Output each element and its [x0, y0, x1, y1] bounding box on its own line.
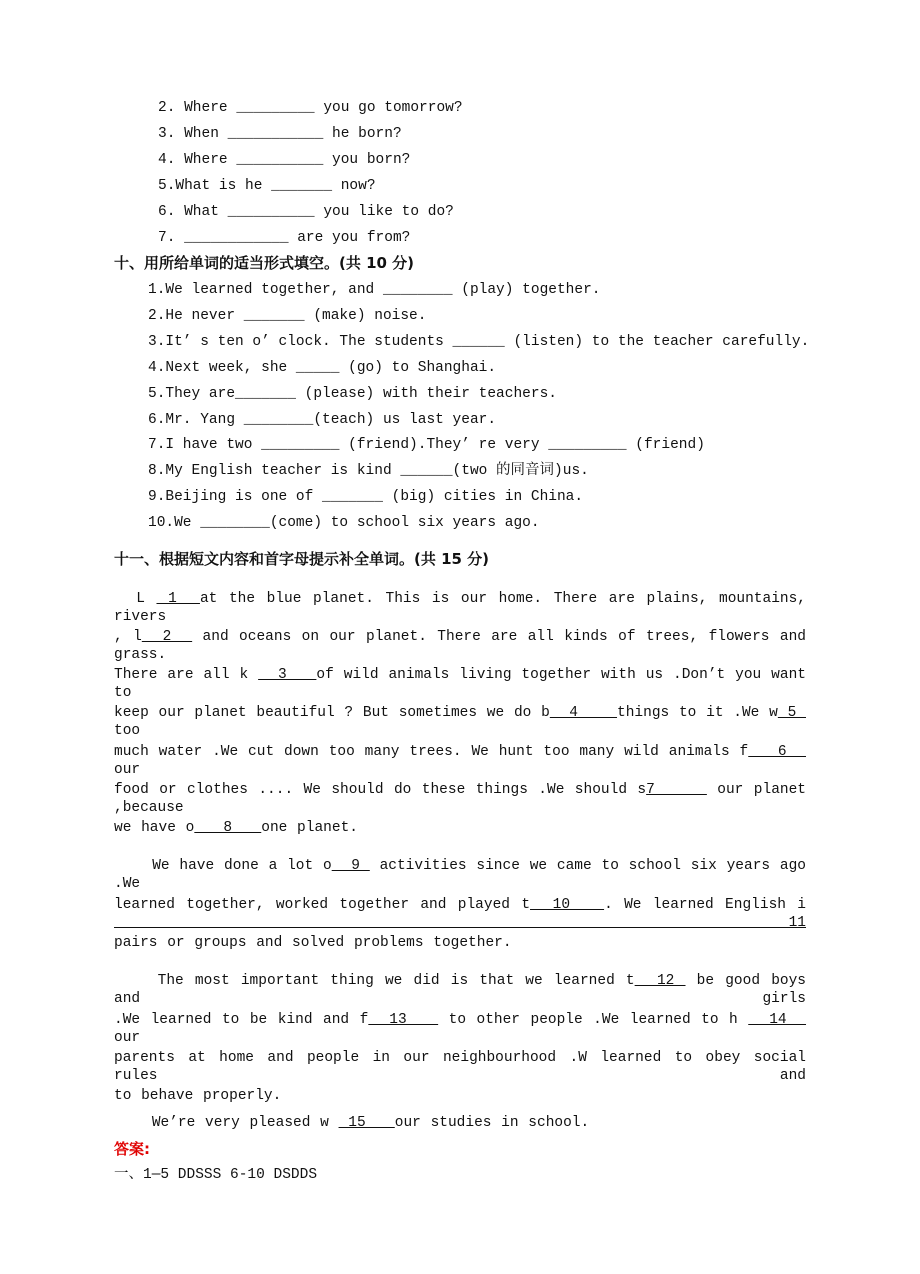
passage-text: much water .We cut down too many trees. We hunt too many wild animals f [114, 744, 749, 760]
answer-blank: 13 [368, 1012, 439, 1028]
passage-line [114, 857, 816, 893]
passage-text: one planet. [261, 820, 358, 836]
question-item: 10.We ________(come) to school six years ago. [148, 515, 540, 532]
passage-line [114, 590, 816, 626]
passage-text: L [114, 591, 157, 607]
passage-line [114, 628, 816, 664]
question-item: 4. Where __________ you born? [158, 152, 411, 168]
section-11-heading: 十一、根据短文内容和首字母提示补全单词。(共 15 分) [114, 550, 490, 568]
passage-text: to behave properly. [114, 1088, 282, 1104]
question-item: 5.What is he _______ now? [158, 178, 376, 194]
question-item: 1.We learned together, and ________ (play) together. [148, 282, 601, 298]
passage-text: too [114, 705, 816, 739]
passage-text: our studies in school. [394, 1115, 590, 1131]
answer-blank: 8 [194, 820, 262, 836]
answer-blank: 10 [530, 897, 605, 913]
passage-text: .We learned to be kind and f [114, 1012, 369, 1028]
question-item: 5.They are_______ (please) with their teachers. [148, 385, 557, 402]
passage-text: we have o [114, 820, 195, 836]
answer-blank: 2 [141, 629, 193, 645]
passage-text: We have done a lot o [114, 858, 332, 874]
question-item: 3.It’ s ten o’ clock. The students ______ (listen) to the teacher carefully. [148, 333, 810, 350]
passage-line [114, 934, 806, 952]
passage-text: . We learned English i [604, 897, 806, 913]
passage-line [114, 819, 806, 837]
passage-text: learned together, worked together and played t [114, 897, 531, 913]
passage-line [114, 896, 806, 932]
passage-text: , l [114, 629, 142, 645]
passage-text: We’re very pleased w [114, 1115, 339, 1131]
question-item: 9.Beijing is one of _______ (big) cities in China. [148, 489, 584, 506]
passage-line [114, 1087, 806, 1105]
passage-text: parents at home and people in our neighbourhood .W learned to obey social rules and [114, 1050, 816, 1084]
passage-text: of wild animals living together with us .Don’t you want to [114, 667, 816, 701]
passage-text: to other people .We learned to h [438, 1012, 749, 1028]
question-item: 7.I have two _________ (friend).They’ re very _________ (friend) [148, 437, 705, 454]
answer-blank: 11 [114, 915, 806, 931]
answer-blank: 15 [338, 1115, 395, 1131]
passage-text: activities since we came to school six years ago .We [114, 858, 816, 892]
question-item: 3. When ___________ he born? [158, 126, 402, 142]
answers-line: 一、1—5 DDSSS 6-10 DSDDS [114, 1167, 318, 1183]
section-10-heading: 十、用所给单词的适当形式填空。(共 10 分) [114, 254, 415, 272]
answers-label: 答案: [114, 1140, 150, 1158]
passage-text: food or clothes .... We should do these things .We should s [114, 782, 647, 798]
passage-text: our [114, 1012, 826, 1046]
question-item: 6. What __________ you like to do? [158, 204, 454, 220]
passage-text: at the blue planet. This is our home. There are plains, mountains, rivers [114, 591, 816, 625]
passage-text: The most important thing we did is that we learned t [114, 973, 635, 989]
passage-text: pairs or groups and solved problems together. [114, 935, 512, 951]
passage-text: things to it .We w [617, 705, 778, 721]
passage-text: our planet ,because [114, 782, 816, 816]
passage-line [114, 972, 816, 1008]
passage-text: our [114, 744, 816, 778]
passage-line [114, 1011, 826, 1047]
passage-line [114, 1114, 806, 1132]
passage-line [114, 704, 816, 740]
answer-blank: 9 [331, 858, 370, 874]
answer-blank: 1 [156, 591, 200, 607]
question-item: 8.My English teacher is kind ______(two 的同音词)us. [148, 463, 589, 480]
passage-line [114, 781, 816, 817]
answer-blank: 6 [748, 744, 806, 760]
question-item: 4.Next week, she _____ (go) to Shanghai. [148, 359, 497, 376]
passage-line [114, 1049, 816, 1085]
answer-blank: 5 [777, 705, 806, 721]
question-item: 6.Mr. Yang ________(teach) us last year. [148, 411, 497, 428]
question-item: 2.He never _______ (make) noise. [148, 307, 427, 324]
passage-text: and oceans on our planet. There are all kinds of trees, flowers and grass. [114, 629, 816, 663]
passage-line [114, 743, 816, 779]
answer-blank: 3 [258, 667, 317, 683]
question-item: 7. ____________ are you from? [158, 230, 411, 246]
passage-text: be good boys and girls [114, 973, 816, 1007]
question-item: 2. Where _________ you go tomorrow? [158, 100, 463, 116]
passage-line [114, 666, 816, 702]
answer-blank: 4 [549, 705, 618, 721]
passage-text: There are all k [114, 667, 259, 683]
passage-text: keep our planet beautiful ? But sometimes we do b [114, 705, 550, 721]
answer-blank: 7 [646, 782, 707, 798]
answer-blank: 14 [748, 1012, 807, 1028]
answer-blank: 12 [634, 973, 686, 989]
